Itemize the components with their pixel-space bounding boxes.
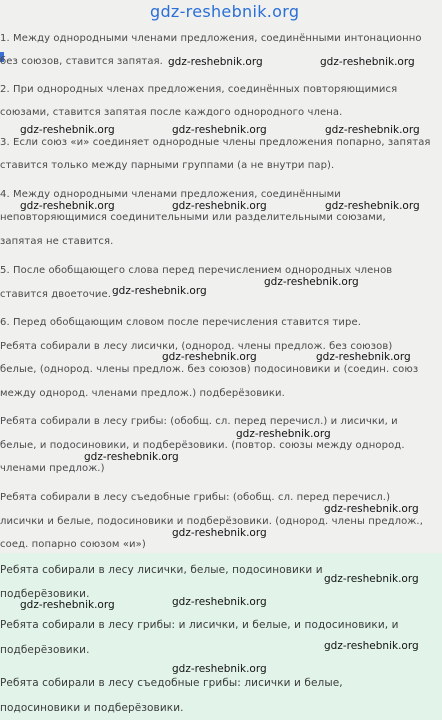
text-line: 5. После обобщающего слова перед перечислением однородных членов <box>0 265 393 276</box>
watermark: gdz-reshebnik.org <box>324 573 419 585</box>
watermark: gdz-reshebnik.org <box>320 56 415 68</box>
watermark: gdz-reshebnik.org <box>324 503 419 515</box>
text-line: неповторяющимися соединительными или разделительными союзами, <box>0 212 386 223</box>
text-line: лисички и белые, подосиновики и подберёзовики. (однород. члены предлож., <box>0 516 423 527</box>
text-line: белые, и подосиновики, и подберёзовики. (повтор. союзы между однород. <box>0 440 405 451</box>
answer-line: Ребята собирали в лесу лисички, белые, подосиновики и <box>0 564 323 576</box>
text-line: 1. Между однородными членами предложения, соединёнными интонационно <box>0 33 422 44</box>
text-line: ставится только между парными группами (а не внутри пар). <box>0 160 335 171</box>
text-line: 3. Если союз «и» соединяет однородные члены предложения попарно, запятая <box>0 137 431 148</box>
text-line: запятая не ставится. <box>0 236 114 247</box>
watermark: gdz-reshebnik.org <box>324 640 419 652</box>
text-line: без союзов, ставится запятая. <box>0 56 163 67</box>
watermark: gdz-reshebnik.org <box>168 56 263 68</box>
text-line: Ребята собирали в лесу съедобные грибы: (обобщ. сл. перед перечисл.) <box>0 492 391 503</box>
watermark-top: gdz-reshebnik.org <box>150 2 300 21</box>
text-line: Ребята собирали в лесу грибы: (обобщ. сл. перед перечисл.) и лисички, и <box>0 416 398 427</box>
answer-line: Ребята собирали в лесу грибы: и лисички, и белые, и подосиновики, и <box>0 619 399 631</box>
watermark: gdz-reshebnik.org <box>325 200 420 212</box>
text-line: Ребята собирали в лесу лисички, (однород. члены предлож. без союзов) <box>0 341 393 352</box>
watermark: gdz-reshebnik.org <box>20 200 115 212</box>
watermark: gdz-reshebnik.org <box>20 599 115 611</box>
text-line: 4. Между однородными членами предложения, соединёнными <box>0 189 341 200</box>
text-line: соед. попарно союзом «и») <box>0 539 146 550</box>
watermark: gdz-reshebnik.org <box>84 451 179 463</box>
text-line: 2. При однородных членах предложения, соединённых повторяющимися <box>0 84 398 95</box>
text-line: членами предлож.) <box>0 463 105 474</box>
watermark: gdz-reshebnik.org <box>325 124 420 136</box>
text-line: союзами, ставится запятая после каждого однородного члена. <box>0 107 343 118</box>
watermark: gdz-reshebnik.org <box>112 285 207 297</box>
watermark: gdz-reshebnik.org <box>20 124 115 136</box>
answer-line: подберёзовики. <box>0 588 90 600</box>
watermark: gdz-reshebnik.org <box>172 124 267 136</box>
watermark: gdz-reshebnik.org <box>172 663 267 675</box>
watermark: gdz-reshebnik.org <box>236 428 331 440</box>
watermark: gdz-reshebnik.org <box>172 200 267 212</box>
text-line: между однород. членами предлож.) подберёзовики. <box>0 388 285 399</box>
text-line: ставится двоеточие. <box>0 289 112 300</box>
watermark: gdz-reshebnik.org <box>172 596 267 608</box>
answer-line: подосиновики и подберёзовики. <box>0 702 184 714</box>
watermark: gdz-reshebnik.org <box>162 351 257 363</box>
watermark: gdz-reshebnik.org <box>316 351 411 363</box>
answer-line: Ребята собирали в лесу съедобные грибы: лисички и белые, <box>0 677 343 689</box>
watermark: gdz-reshebnik.org <box>264 276 359 288</box>
text-line: 6. Перед обобщающим словом после перечисления ставится тире. <box>0 317 362 328</box>
watermark: gdz-reshebnik.org <box>172 527 267 539</box>
answer-line: подберёзовики. <box>0 644 90 656</box>
text-line: белые, (однород. члены предлож. без союзов) подосиновики и (соедин. союз <box>0 364 419 375</box>
